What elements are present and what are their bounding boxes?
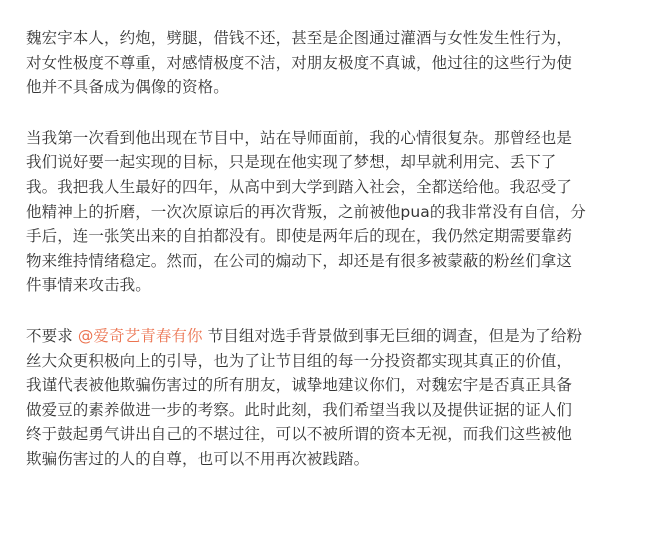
text-line: 对女性极度不尊重，对感情极度不洁，对朋友极度不真诚，他过往的这些行为使 [26, 53, 573, 72]
text-line: 我们说好要一起实现的目标，只是现在他实现了梦想，却早就利用完、丢下了 [26, 153, 557, 172]
text-line-with-mention [26, 324, 628, 349]
text-line: 他并不具备成为偶像的资格。 [26, 78, 229, 97]
text-line: 欺骗伤害过的人的自尊，也可以不用再次被践踏。 [26, 449, 370, 468]
text-line: 我谨代表被他欺骗伤害过的所有朋友，诚挚地建议你们，对魏宏宇是否真正具备 [26, 376, 573, 395]
text-line: 魏宏宇本人，约炮，劈腿，借钱不还，甚至是企图通过灌酒与女性发生性行为， [26, 29, 573, 47]
paragraph-allegations [26, 26, 628, 100]
text-line: 当我第一次看到他出现在节目中，站在导师面前，我的心情很复杂。那曾经也是 [26, 128, 573, 147]
text-line: 终于鼓起勇气讲出自己的不堪过往，可以不被所谓的资本无视，而我们这些被他 [26, 425, 573, 444]
text-line: 我。我把我人生最好的四年，从高中到大学到踏入社会，全都送给他。我忍受了 [26, 177, 573, 196]
text-line: 做爱豆的素养做进一步的考察。此时此刻，我们希望当我以及提供证据的证人们 [26, 400, 573, 419]
text-line: 物来维持情绪稳定。然而，在公司的煽动下，却还是有很多被蒙蔽的粉丝们拿这 [26, 251, 573, 270]
paragraph-request [26, 324, 628, 472]
text-line: 手后，连一张笑出来的自拍都没有。即使是两年后的现在，我仍然定期需要靠药 [26, 227, 573, 246]
text-prefix: 不要求 [26, 326, 78, 345]
text-line: 件事情来攻击我。 [26, 276, 151, 295]
text-line: 他精神上的折磨，一次次原谅后的再次背叛，之前被他pua的我非常没有自信，分 [26, 202, 586, 221]
text-line: 丝大众更积极向上的引导，也为了让节目组的每一分投资都实现其真正的价值， [26, 351, 573, 370]
mention-link[interactable]: @爱奇艺青春有你 [77, 326, 203, 345]
paragraph-personal-story [26, 126, 628, 298]
paragraph-spacer [26, 100, 628, 126]
paragraph-spacer [26, 298, 628, 324]
text-suffix: 节目组对选手背景做到事无巨细的调查，但是为了给粉 [202, 326, 583, 345]
